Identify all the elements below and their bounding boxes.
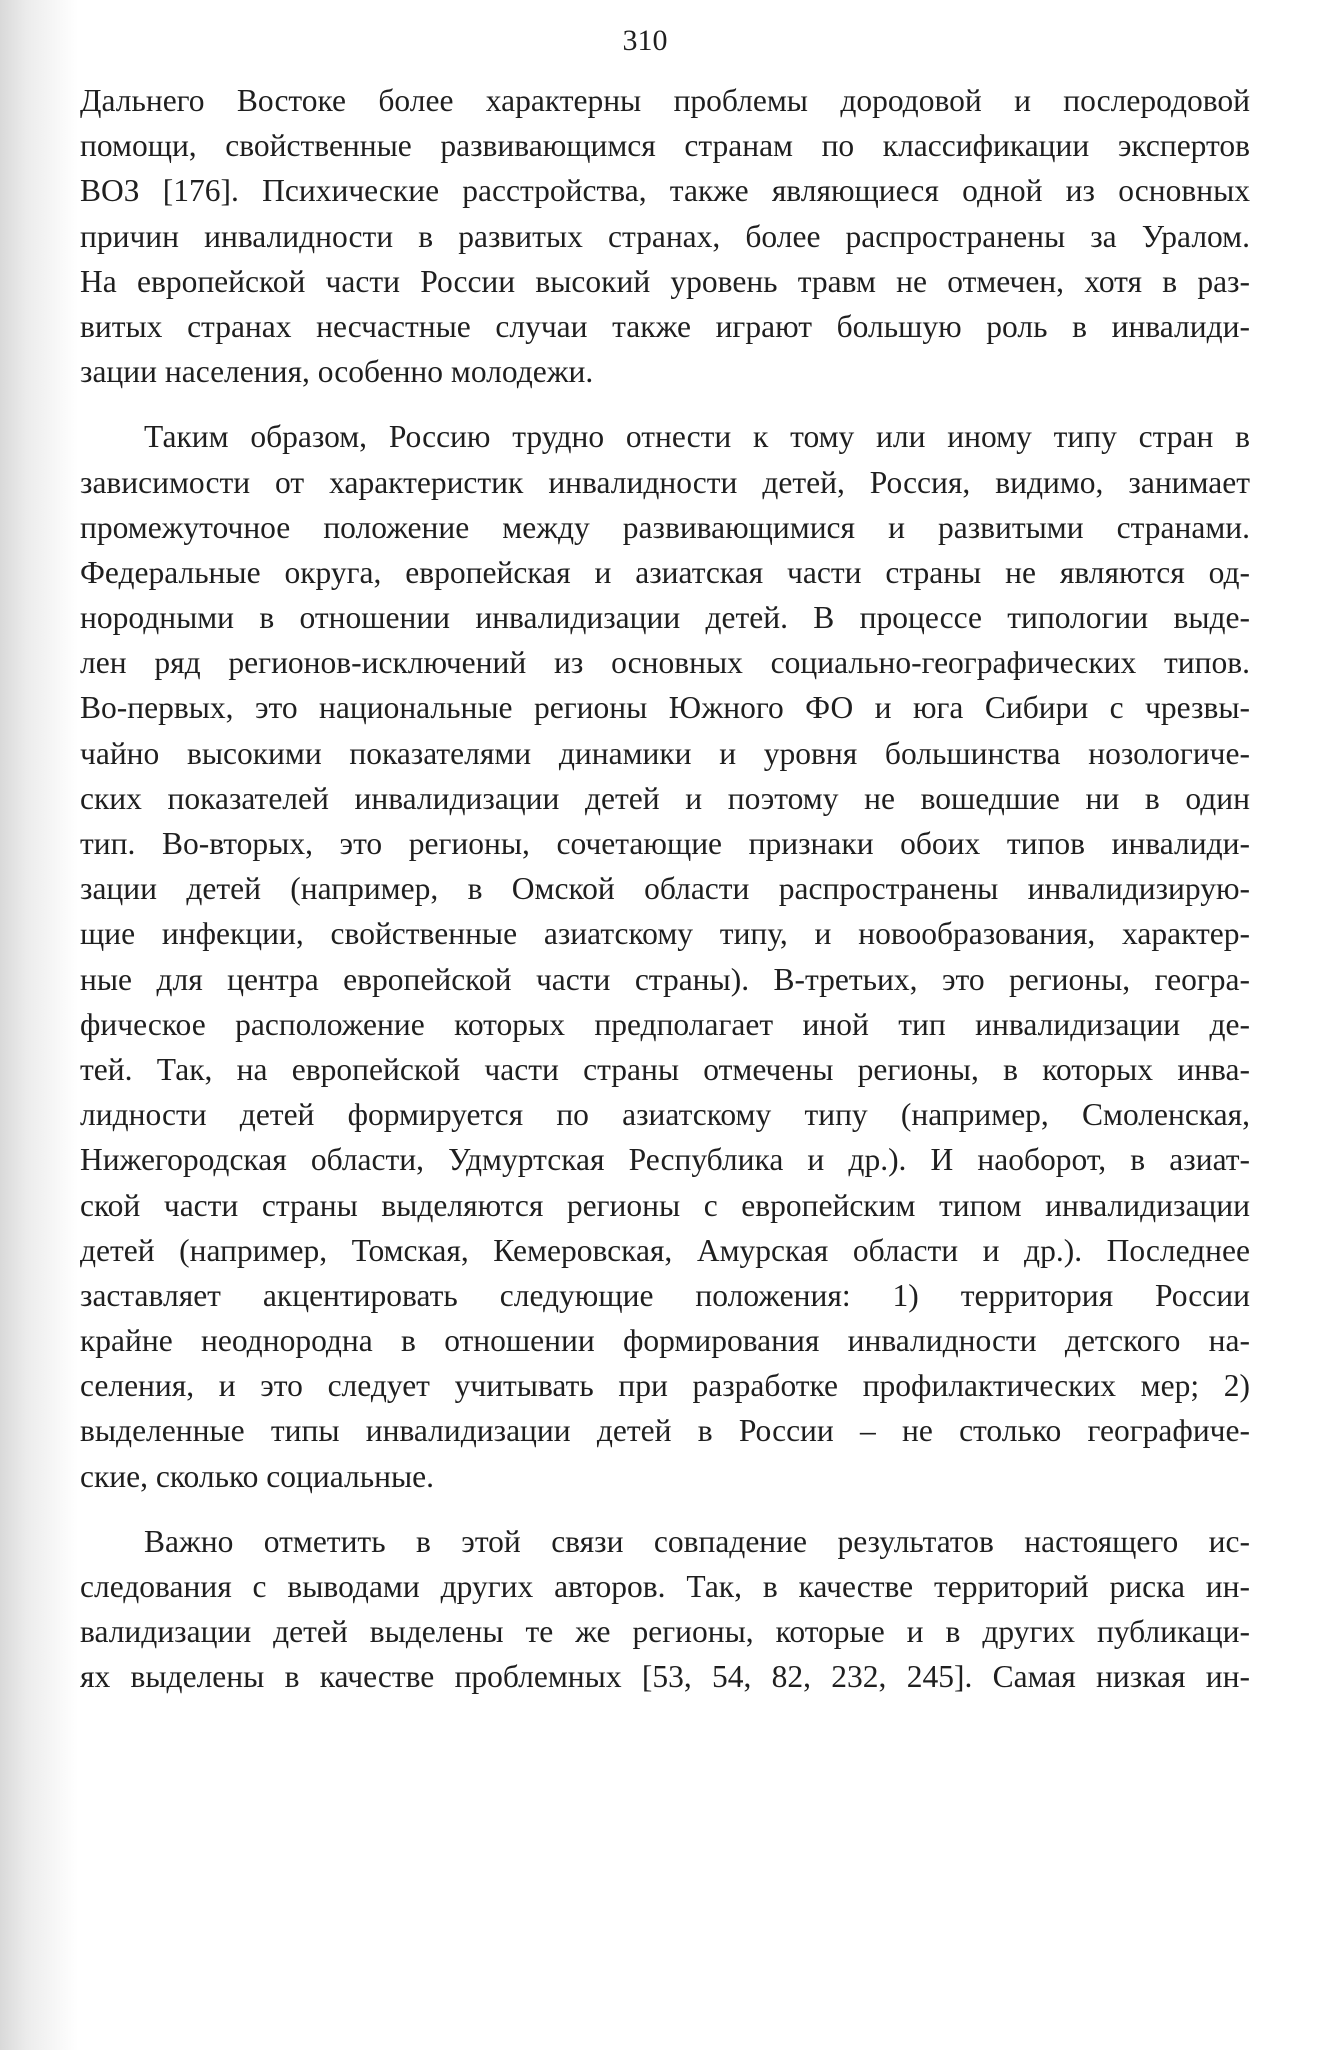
text-line: ях выделены в качестве проблемных [53, 54, 82, 232, 245]. Самая низкая ин- [80, 1659, 1250, 1695]
text-line: тей. Так, на европейской части страны отмечены регионы, в которых инва- [80, 1051, 1250, 1087]
text-line: крайне неоднородна в отношении формирования инвалидности детского на- [80, 1323, 1250, 1359]
text-line: ской части страны выделяются регионы с европейским типом инвалидизации [80, 1187, 1250, 1223]
text-line: зации детей (например, в Омской области распространены инвалидизирую- [80, 871, 1250, 907]
text-line: тип. Во-вторых, это регионы, сочетающие признаки обоих типов инвалиди- [80, 826, 1250, 861]
paragraph-3 [80, 1519, 1250, 1700]
text-line: Важно отметить в этой связи совпадение результатов настоящего ис- [144, 1523, 1250, 1559]
text-line: Таким образом, Россию трудно отнести к тому или иному типу стран в [144, 419, 1250, 455]
text-line: ских показателей инвалидизации детей и поэтому не вошедшие ни в один [80, 780, 1250, 816]
text-line: ВОЗ [176]. Психические расстройства, также являющиеся одной из основных [80, 173, 1250, 209]
text-line: детей (например, Томская, Кемеровская, Амурская области и др.). Последнее [80, 1232, 1250, 1268]
scan-edge-shadow [0, 0, 78, 2050]
text-line: выделенные типы инвалидизации детей в России – не столько географиче- [80, 1413, 1250, 1449]
paragraph-gap [80, 1499, 1250, 1519]
text-line: Дальнего Востоке более характерны проблемы дородовой и послеродовой [80, 83, 1250, 118]
text-line: лен ряд регионов-исключений из основных социально-географических типов. [80, 645, 1250, 681]
text-line: щие инфекции, свойственные азиатскому типу, и новообразования, характер- [80, 916, 1250, 952]
text-line: помощи, свойственные развивающимся странам по классификации экспертов [80, 128, 1250, 164]
body-text [80, 78, 1250, 1700]
text-line: чайно высокими показателями динамики и уровня большинства нозологиче- [80, 735, 1250, 771]
text-line: зации населения, особенно молодежи. [80, 354, 594, 390]
text-line: следования с выводами других авторов. Так, в качестве территорий риска ин- [80, 1569, 1250, 1604]
text-line: селения, и это следует учитывать при разработке профилактических мер; 2) [80, 1368, 1250, 1404]
text-line: промежуточное положение между развивающимися и развитыми странами. [80, 509, 1250, 545]
text-line: Федеральные округа, европейская и азиатская части страны не являются од- [80, 554, 1250, 590]
text-line: витых странах несчастные случаи также играют большую роль в инвалиди- [80, 308, 1250, 344]
text-line: валидизации детей выделены те же регионы, которые и в других публикаци- [80, 1614, 1250, 1650]
text-line: причин инвалидности в развитых странах, более распространены за Уралом. [80, 218, 1250, 254]
paragraph-1 [80, 78, 1250, 394]
text-line: зависимости от характеристик инвалидности детей, Россия, видимо, занимает [80, 464, 1250, 500]
paragraph-gap [80, 394, 1250, 414]
text-line: лидности детей формируется по азиатскому типу (например, Смоленская, [80, 1097, 1250, 1133]
paragraph-2 [80, 414, 1250, 1499]
text-line: заставляет акцентировать следующие положения: 1) территория России [80, 1277, 1250, 1313]
text-line: нородными в отношении инвалидизации детей. В процессе типологии выде- [80, 600, 1250, 636]
text-line: ские, сколько социальные. [80, 1458, 434, 1494]
text-line: фическое расположение которых предполагает иной тип инвалидизации де- [80, 1006, 1250, 1042]
text-line: На европейской части России высокий уровень травм не отмечен, хотя в раз- [80, 263, 1250, 299]
text-line: Нижегородская области, Удмуртская Республика и др.). И наоборот, в азиат- [80, 1142, 1250, 1178]
text-line: ные для центра европейской части страны). В-третьих, это регионы, геогра- [80, 961, 1250, 997]
page-number: 310 [622, 24, 668, 57]
text-line: Во-первых, это национальные регионы Южного ФО и юга Сибири с чрезвы- [80, 690, 1250, 726]
